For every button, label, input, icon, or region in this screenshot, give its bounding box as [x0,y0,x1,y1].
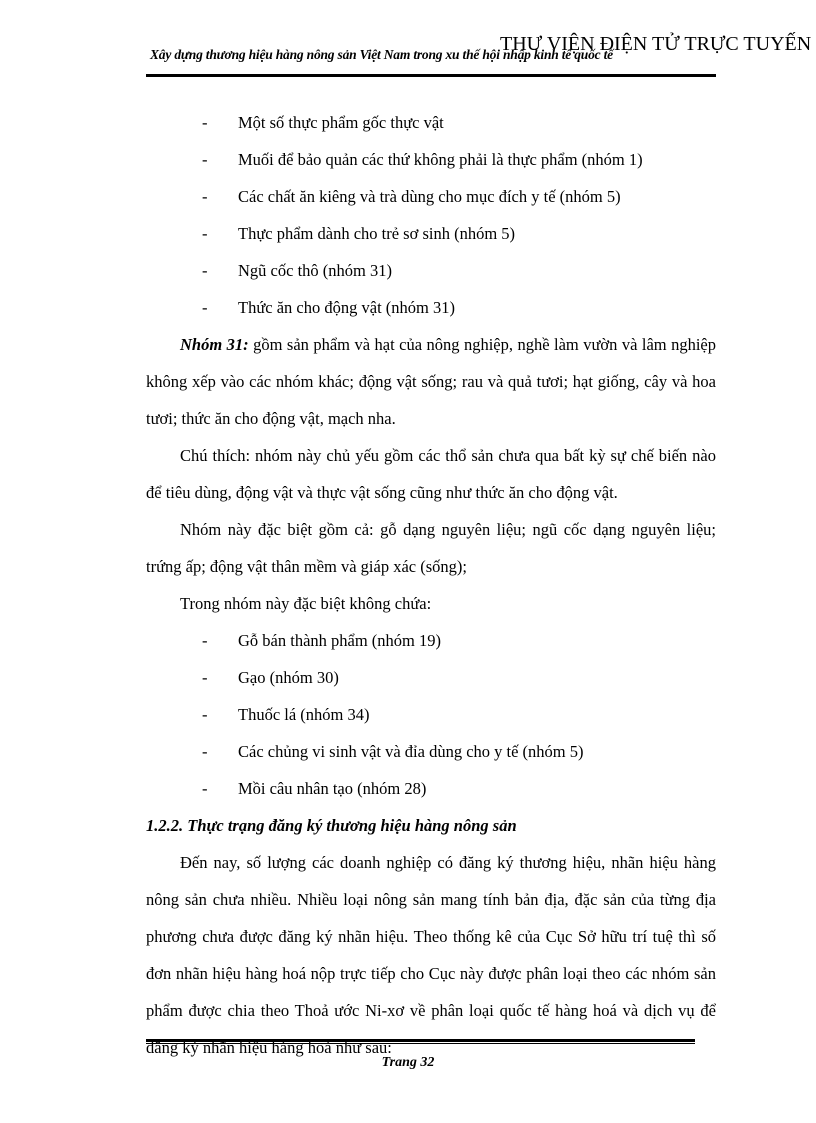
list-item: - Thuốc lá (nhóm 34) [202,705,370,724]
list-excluded-items [146,104,716,326]
list-item: - Ngũ cốc thô (nhóm 31) [202,261,392,280]
footer-rule [146,1039,695,1044]
list-item: - Thức ăn cho động vật (nhóm 31) [202,298,455,317]
page-number: Trang 32 [381,1055,435,1070]
header-rule [146,74,716,77]
section-heading: 1.2.2. Thực trạng đăng ký thương hiệu hàng nông sản [146,816,517,835]
list-item: - Các chất ăn kiêng và trà dùng cho mục đích y tế (nhóm 5) [202,187,621,206]
paragraph-excludes-intro: Trong nhóm này đặc biệt không chứa: [180,594,432,613]
list-item: - Muối để bảo quản các thứ không phải là thực phẩm (nhóm 1) [202,150,643,169]
list-item: - Gỗ bán thành phẩm (nhóm 19) [202,631,442,650]
paragraph-includes: Nhóm này đặc biệt gồm cả: gỗ dạng nguyên liệu; ngũ cốc dạng nguyên liệu; trứng ấp; động vật thân mềm và giáp xác (sống); [146,520,716,576]
list-item: - Mồi câu nhân tạo (nhóm 28) [202,779,427,798]
paragraph-note: Chú thích: nhóm này chủ yếu gồm các thổ sản chưa qua bất kỳ sự chế biến nào để tiêu dùng, động vật và thực vật sống cũng như thức ăn cho động vật. [146,446,716,502]
paragraph-lead: Nhóm 31: [180,335,249,354]
list-excluded-group31 [146,622,716,807]
header-title: Xây dựng thương hiệu hàng nông sản Việt Nam trong xu thế hội nhập kinh tế quốc tế [150,47,613,62]
page-body [146,104,716,1066]
list-item: - Thực phẩm dành cho trẻ sơ sinh (nhóm 5) [202,224,516,243]
list-item: - Gạo (nhóm 30) [202,668,339,687]
paragraph-group-31: Nhóm 31: gồm sản phẩm và hạt của nông nghiệp, nghề làm vườn và lâm nghiệp không xếp vào các nhóm khác; động vật sống; rau và quả tươi; hạt giống, cây và hoa tươi; thức ăn cho động vật, mạch nha. [146,335,716,428]
paragraph-status: Đến nay, số lượng các doanh nghiệp có đăng ký thương hiệu, nhãn hiệu hàng nông sản chưa nhiều. Nhiều loại nông sản mang tính bản địa, đặc sản của từng địa phương chưa được đăng ký nhãn hiệu. Theo thống kê của Cục Sở hữu trí tuệ thì số đơn nhãn hiệu hàng hoá nộp trực tiếp cho Cục này được phân loại theo các nhóm sản phẩm được chia theo Thoả ước Ni-xơ về phân loại quốc tế hàng hoá và dịch vụ để đăng ký nhãn hiệu hàng hoá như sau: [146,853,716,1057]
list-item: - Các chủng vi sinh vật và đỉa dùng cho y tế (nhóm 5) [202,742,584,761]
list-item: - Một số thực phẩm gốc thực vật [202,113,444,132]
header-watermark: THƯ VIỆN ĐIỆN TỬ TRỰC TUYẾN [500,33,812,55]
